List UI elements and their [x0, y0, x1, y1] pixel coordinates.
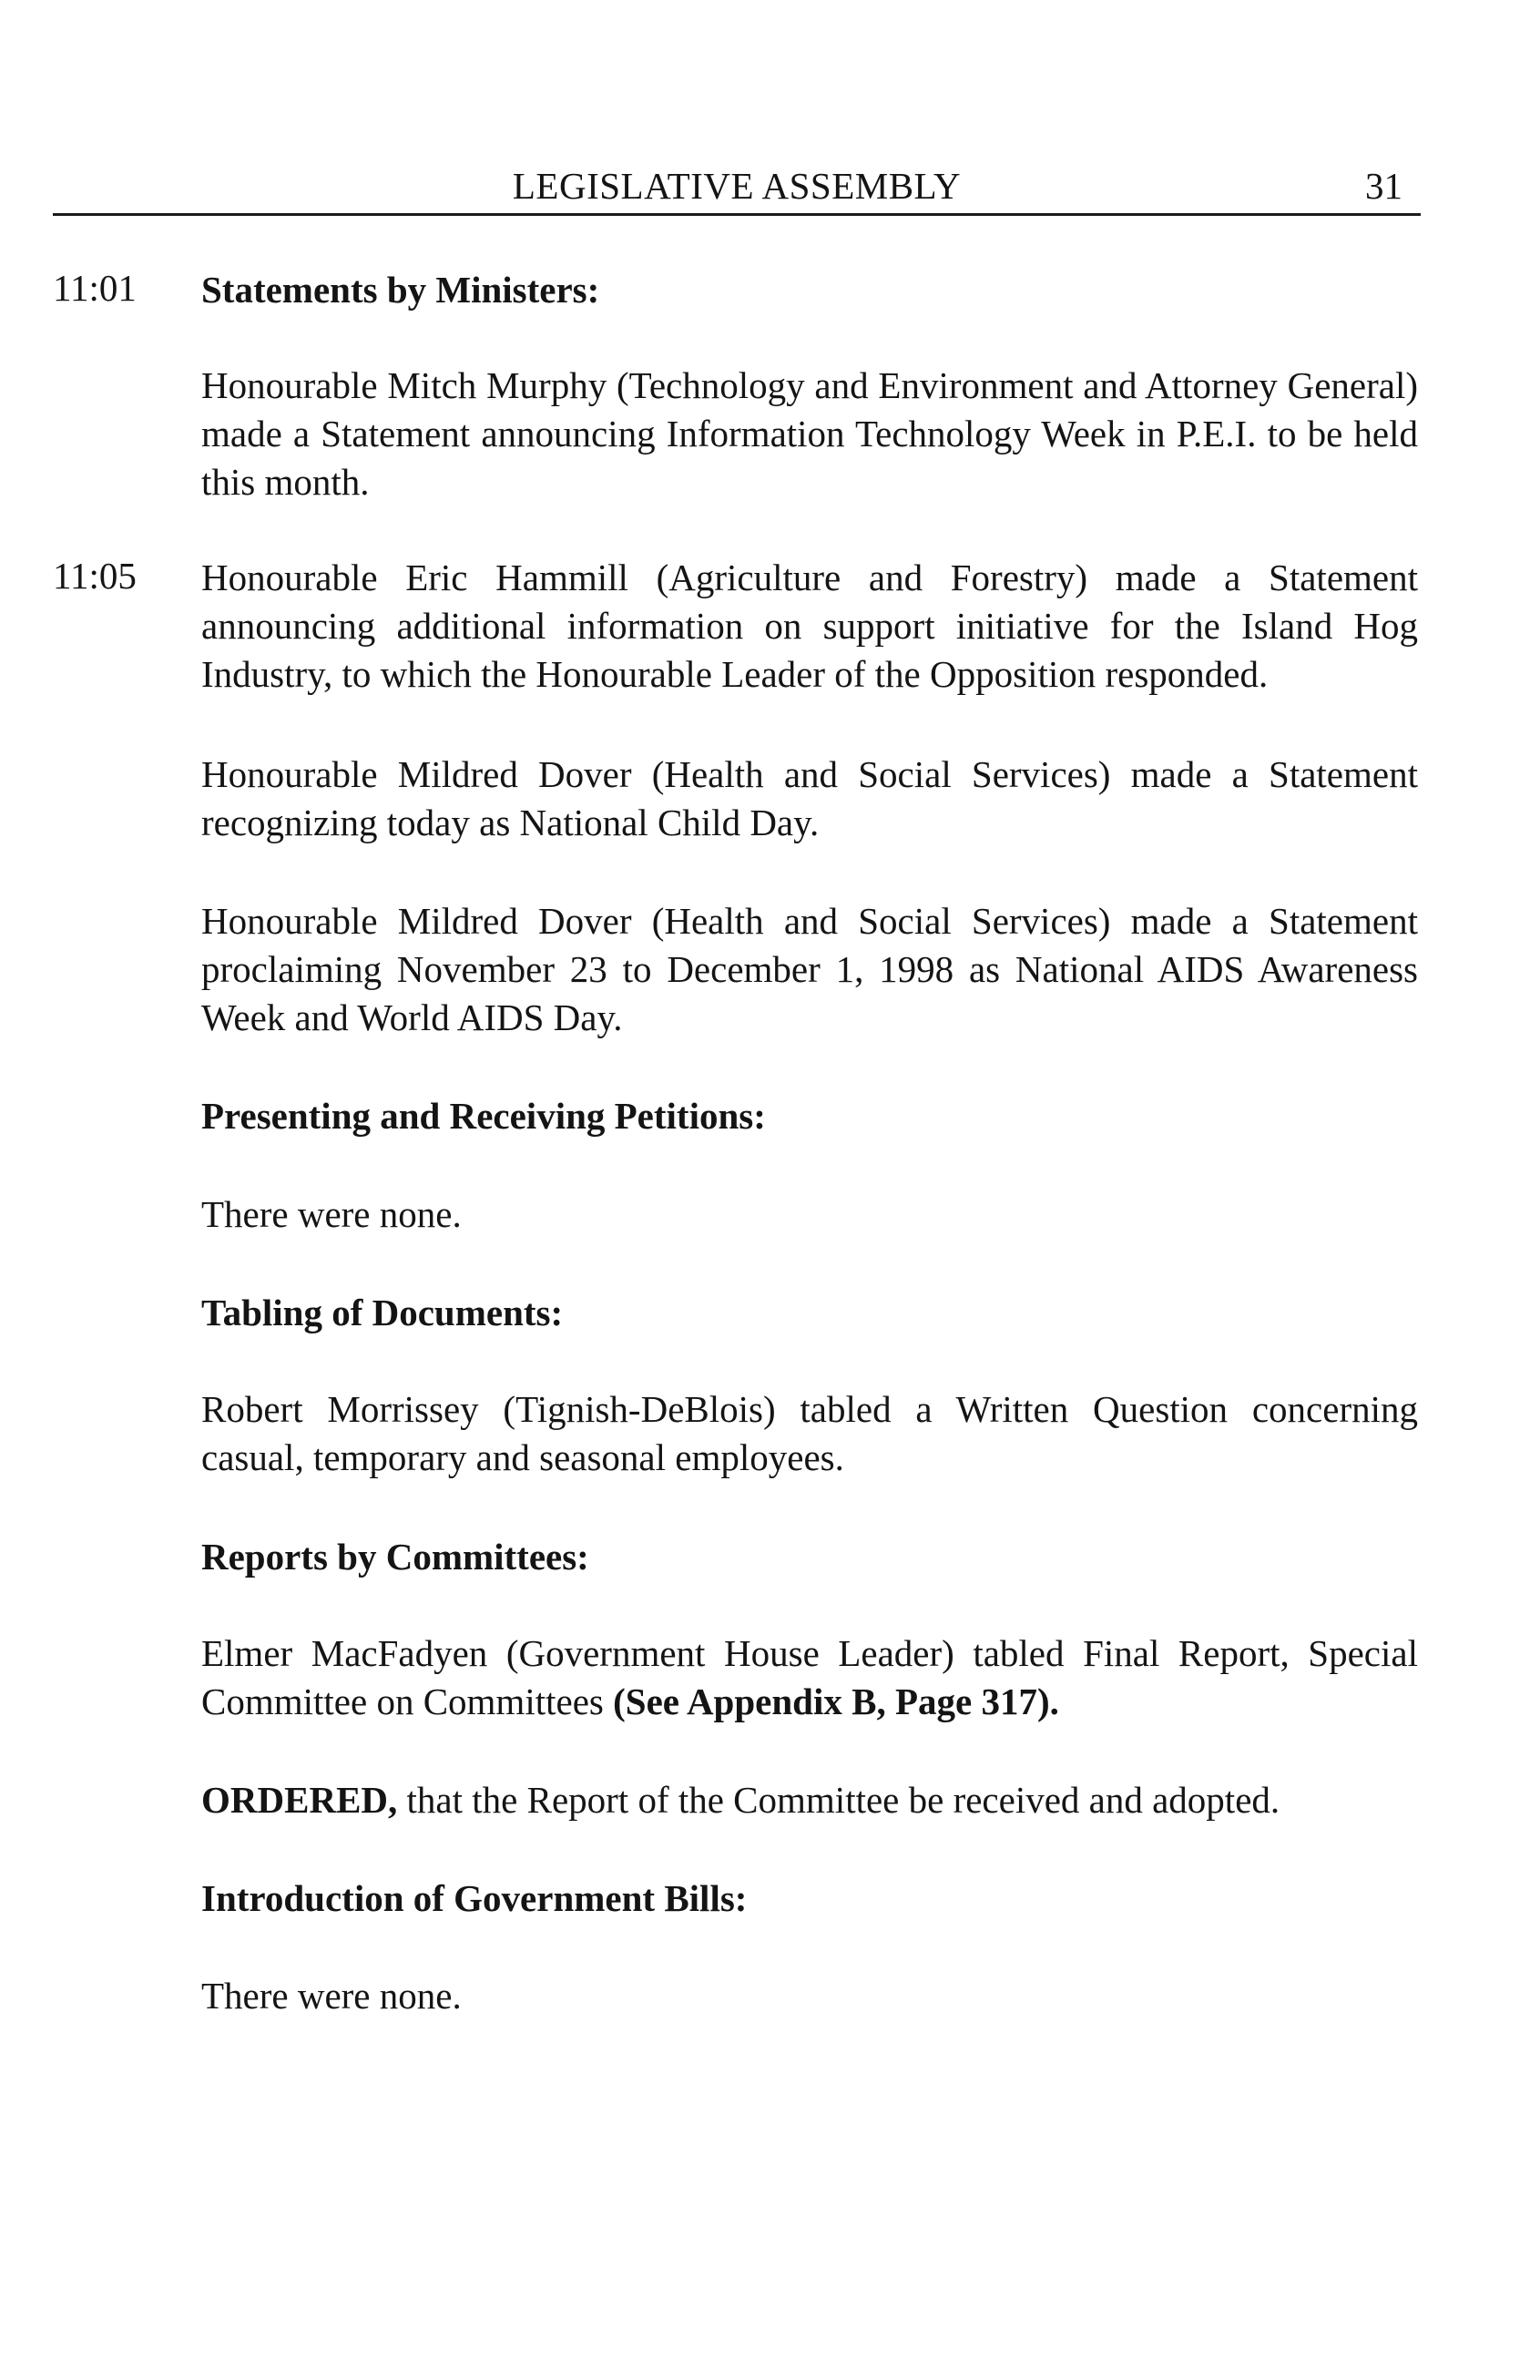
statements-paragraph-1: Honourable Mitch Murphy (Technology and Environment and Attorney General) made a Statement announcing Information Technology Week in P.E.I. to be held this month.	[201, 364, 1418, 503]
bills-paragraph: There were none.	[201, 1975, 462, 2017]
reports-heading: Reports by Committees:	[201, 1536, 589, 1578]
statements-paragraph-2: Honourable Eric Hammill (Agriculture and Forestry) made a Statement announcing additional information on support initiative for the Island Hog Industry, to which the Honourable Leader of the Opposition responded.	[201, 557, 1418, 695]
page-header	[53, 160, 1421, 216]
timestamp-1101: 11:01	[53, 267, 137, 309]
page-header-title: LEGISLATIVE ASSEMBLY	[512, 165, 962, 207]
reports-paragraph	[201, 1629, 1418, 1726]
reports-paragraph-text: Elmer MacFadyen (Government House Leader) tabled Final Report, Special Committee on Committees	[201, 1632, 1418, 1722]
timestamp-1105: 11:05	[53, 555, 137, 597]
tabling-paragraph: Robert Morrissey (Tignish-DeBlois) tabled a Written Question concerning casual, temporary and seasonal employees.	[201, 1388, 1418, 1478]
petitions-heading: Presenting and Receiving Petitions:	[201, 1095, 766, 1137]
ordered-paragraph	[201, 1776, 1418, 1824]
statements-paragraph-3: Honourable Mildred Dover (Health and Social Services) made a Statement recognizing today as National Child Day.	[201, 753, 1418, 843]
ordered-label: ORDERED,	[201, 1779, 398, 1821]
appendix-reference: (See Appendix B, Page 317).	[613, 1680, 1059, 1722]
ordered-text: that the Report of the Committee be received and adopted.	[397, 1779, 1280, 1821]
page-number: 31	[1365, 165, 1402, 207]
statements-paragraph-4: Honourable Mildred Dover (Health and Social Services) made a Statement proclaiming November 23 to December 1, 1998 as National AIDS Awareness Week and World AIDS Day.	[201, 900, 1418, 1038]
tabling-heading: Tabling of Documents:	[201, 1292, 564, 1333]
statements-heading: Statements by Ministers:	[201, 269, 600, 311]
bills-heading: Introduction of Government Bills:	[201, 1877, 748, 1919]
petitions-paragraph: There were none.	[201, 1193, 462, 1235]
